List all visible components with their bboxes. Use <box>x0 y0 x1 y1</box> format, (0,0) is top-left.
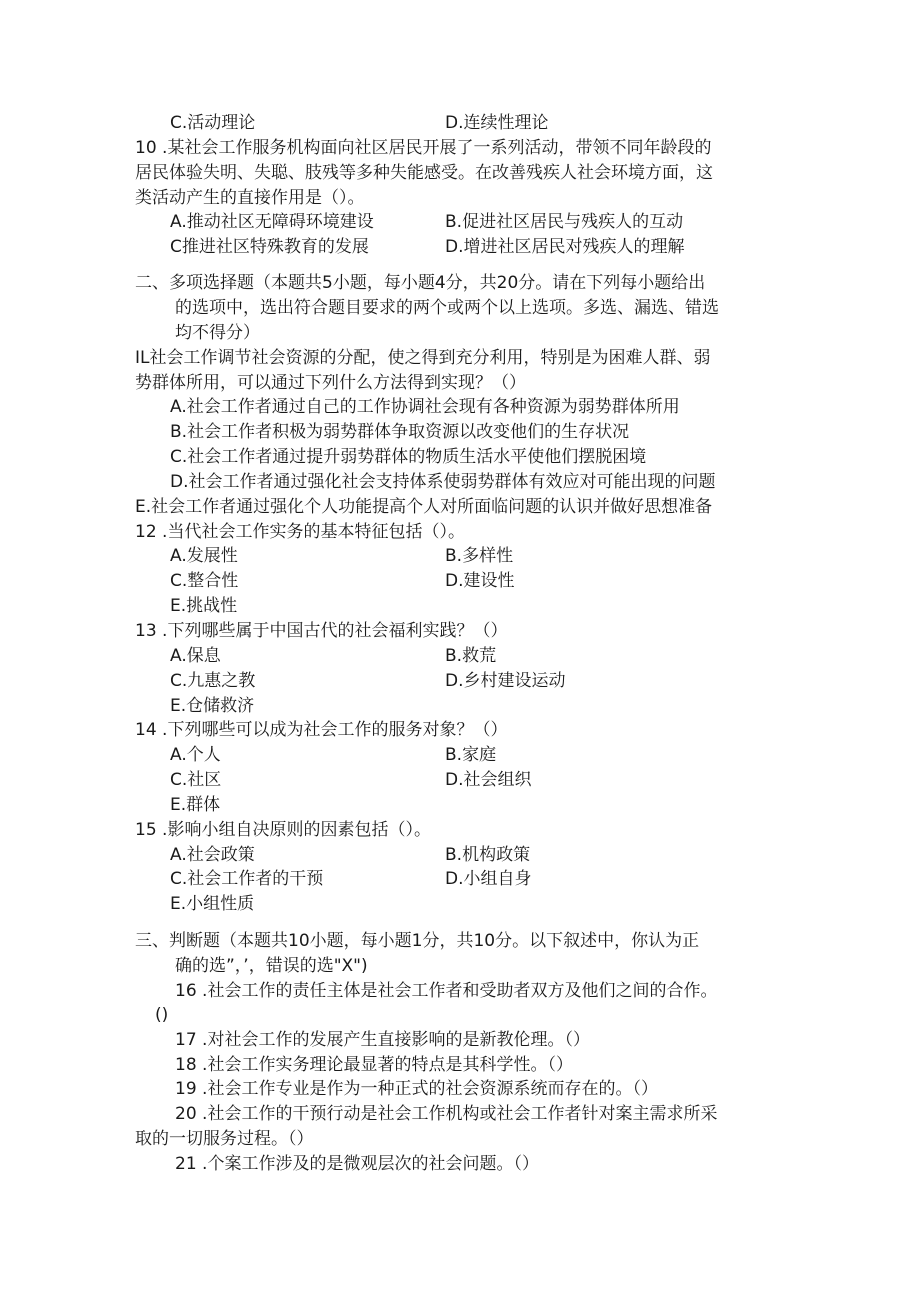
q12-option-a: A.发展性 <box>170 546 238 566</box>
q9-option-d: D.连续性理论 <box>445 113 549 133</box>
q15-option-e: E.小组性质 <box>170 894 255 914</box>
q13-option-a: A.保息 <box>170 646 221 666</box>
q10-stem-line2: 居民体验失明、失聪、肢残等多种失能感受。在改善残疾人社会环境方面，这 <box>135 163 713 183</box>
q10-option-d: D.增进社区居民对残疾人的理解 <box>445 237 685 257</box>
q21: 21 .个案工作涉及的是微观层次的社会问题。（） <box>175 1154 539 1174</box>
q11-option-b: B.社会工作者积极为弱势群体争取资源以改变他们的生存状况 <box>170 422 630 442</box>
q14-option-b: B.家庭 <box>445 745 497 765</box>
q12-stem: 12 .当代社会工作实务的基本特征包括（）。 <box>135 522 465 542</box>
q11-stem-line2: 势群体所用，可以通过下列什么方法得到实现？（） <box>135 373 526 393</box>
q14-stem: 14 .下列哪些可以成为社会工作的服务对象？（） <box>135 720 508 740</box>
q14-option-c: C.社区 <box>170 770 222 790</box>
q20-line2: 取的一切服务过程。（） <box>135 1129 314 1149</box>
q20-line1: 20 .社会工作的干预行动是社会工作机构或社会工作者针对案主需求所采 <box>175 1104 718 1124</box>
q13-option-e: E.仓储救济 <box>170 696 255 716</box>
q11-option-e: E.社会工作者通过强化个人功能提高个人对所面临问题的认识并做好思想准备 <box>135 497 713 517</box>
q10-option-b: B.促进社区居民与残疾人的互动 <box>445 212 684 232</box>
q14-option-a: A.个人 <box>170 745 221 765</box>
q10-stem-line1: 10 .某社会工作服务机构面向社区居民开展了一系列活动，带领不同年龄段的 <box>135 138 712 158</box>
q11-option-d: D.社会工作者通过强化社会支持体系使弱势群体有效应对可能出现的问题 <box>170 472 716 492</box>
section3-heading-line1: 三、判断题（本题共10小题，每小题1分，共10分。以下叙述中，你认为正 <box>135 931 700 951</box>
q17: 17 .对社会工作的发展产生直接影响的是新教伦理。（） <box>175 1030 590 1050</box>
section2-heading-line1: 二、多项选择题（本题共5小题，每小题4分，共20分。请在下列每小题给出 <box>135 273 706 293</box>
q12-option-c: C.整合性 <box>170 571 239 591</box>
q15-option-c: C.社会工作者的干预 <box>170 869 324 889</box>
q10-option-c: C推进社区特殊教育的发展 <box>170 237 369 257</box>
q15-option-d: D.小组自身 <box>445 869 532 889</box>
q19: 19 .社会工作专业是作为一种正式的社会资源系统而存在的。（） <box>175 1079 658 1099</box>
q12-option-d: D.建设性 <box>445 571 515 591</box>
q14-option-e: E.群体 <box>170 795 221 815</box>
q12-option-e: E.挑战性 <box>170 596 238 616</box>
q16-line1: 16 .社会工作的责任主体是社会工作者和受助者双方及他们之间的合作。 <box>175 981 718 1001</box>
q9-option-c: C.活动理论 <box>170 113 256 133</box>
q13-option-d: D.乡村建设运动 <box>445 671 566 691</box>
section2-heading-line3: 均不得分） <box>175 323 260 343</box>
q11-option-a: A.社会工作者通过自己的工作协调社会现有各种资源为弱势群体所用 <box>170 397 680 417</box>
q15-option-b: B.机构政策 <box>445 845 531 865</box>
q11-stem-line1: IL社会工作调节社会资源的分配，使之得到充分利用，特别是为困难人群、弱 <box>135 348 711 368</box>
q13-stem: 13 .下列哪些属于中国古代的社会福利实践？（） <box>135 621 508 641</box>
q15-option-a: A.社会政策 <box>170 845 255 865</box>
q13-option-b: B.救荒 <box>445 646 497 666</box>
q12-option-b: B.多样性 <box>445 546 514 566</box>
q18: 18 .社会工作实务理论最显著的特点是其科学性。（） <box>175 1055 573 1075</box>
section2-heading-line2: 的选项中，选出符合题目要求的两个或两个以上选项。多选、漏选、错选 <box>175 298 719 318</box>
q13-option-c: C.九惠之教 <box>170 671 256 691</box>
q14-option-d: D.社会组织 <box>445 770 532 790</box>
q16-line2: () <box>155 1005 169 1025</box>
section3-heading-line2: 确的选”，’，错误的选"X") <box>175 956 368 976</box>
q10-stem-line3: 类活动产生的直接作用是（）。 <box>135 188 365 208</box>
q15-stem: 15 .影响小组自决原则的因素包括（）。 <box>135 820 431 840</box>
q11-option-c: C.社会工作者通过提升弱势群体的物质生活水平使他们摆脱困境 <box>170 447 647 467</box>
q10-option-a: A.推动社区无障碍环境建设 <box>170 212 374 232</box>
